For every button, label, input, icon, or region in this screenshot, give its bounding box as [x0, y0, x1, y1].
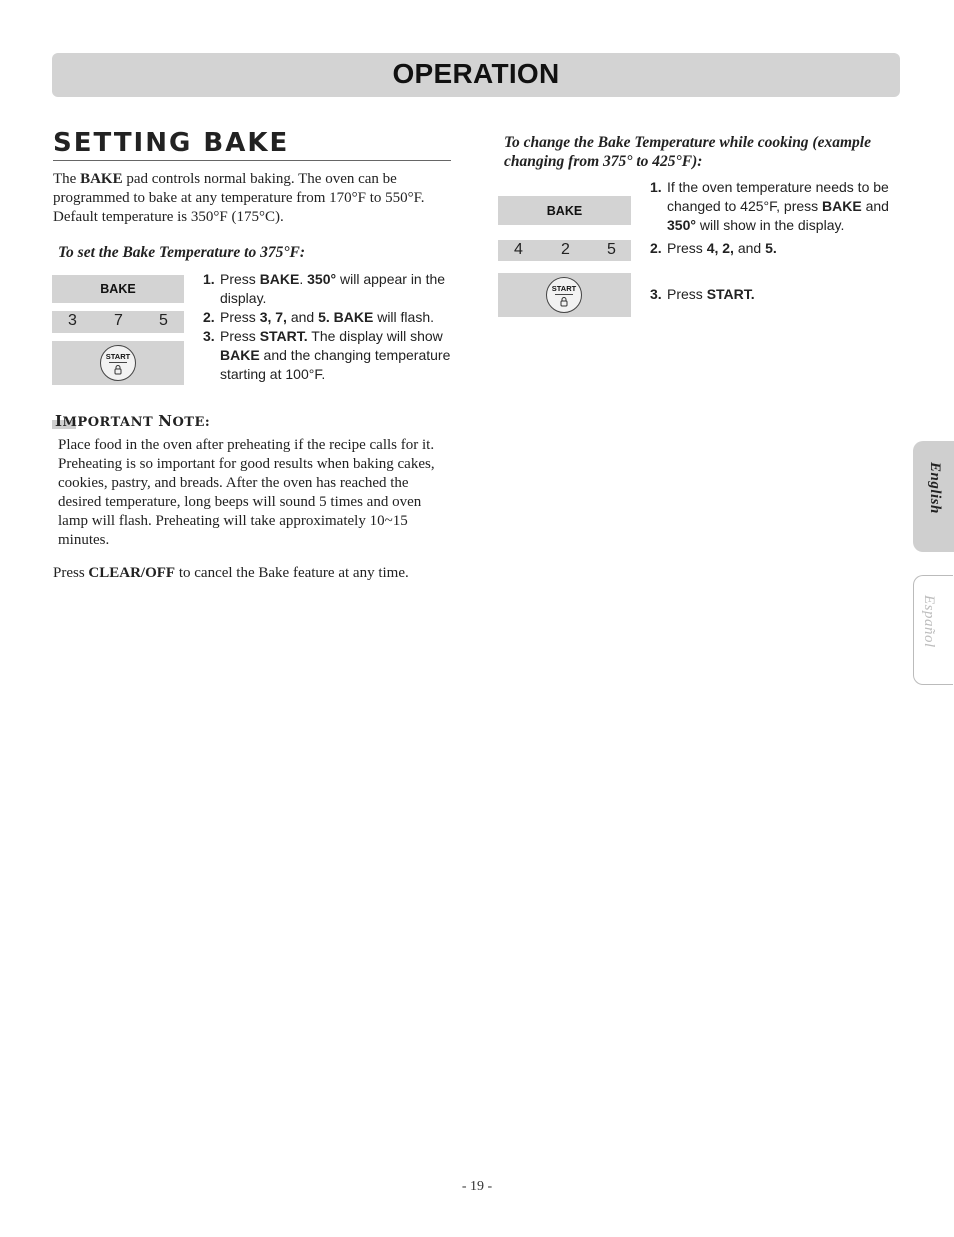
bold-text: 5. BAKE	[318, 309, 374, 325]
section-title: SETTING BAKE	[53, 128, 451, 161]
start-divider	[109, 362, 127, 363]
set-temp-steps	[203, 270, 453, 384]
bold-text: START.	[259, 328, 308, 344]
text-run: Press	[667, 286, 707, 302]
start-label: START	[105, 352, 131, 361]
step-number: 1.	[650, 179, 662, 195]
step-number: 1.	[203, 271, 215, 287]
bold-text: BAKE	[822, 198, 862, 214]
bake-key: BAKE	[52, 275, 184, 303]
header-banner	[52, 53, 900, 97]
text-run: The	[53, 171, 81, 187]
number-keys	[498, 240, 631, 261]
text-run: and	[733, 240, 766, 256]
step-number: 3.	[650, 286, 662, 302]
start-button	[100, 345, 136, 381]
start-key-panel	[52, 341, 184, 385]
lock-icon	[113, 364, 123, 375]
start-label: START	[551, 284, 577, 293]
digit-key: 5	[607, 241, 616, 258]
bold-text: 4, 2,	[706, 240, 734, 256]
text-run: Press	[220, 309, 260, 325]
bold-text: BAKE	[220, 347, 260, 363]
step-item	[650, 239, 900, 258]
text-run: If the oven temperature needs to be changed to 425°F, press	[667, 179, 889, 214]
text-run: will show in the display.	[695, 217, 845, 233]
page-number: - 19 -	[461, 1179, 493, 1194]
bold-text: CLEAR/OFF	[88, 565, 176, 581]
digit-key: 2	[561, 241, 570, 258]
change-temp-steps	[650, 178, 900, 304]
start-key-panel	[498, 273, 631, 317]
bold-text: 350°	[307, 271, 337, 287]
step-item	[203, 327, 453, 384]
text-run: to cancel the Bake feature at any time.	[175, 565, 409, 581]
step-number: 3.	[203, 328, 215, 344]
bold-text: BAKE	[80, 171, 123, 187]
page-title: OPERATION	[392, 58, 560, 89]
bold-text: 3, 7,	[259, 309, 287, 325]
digit-key: 5	[159, 312, 168, 329]
bake-key: BAKE	[498, 196, 631, 225]
text-run: The display will show	[307, 328, 443, 344]
text-run: Press	[667, 240, 707, 256]
step-item	[203, 308, 453, 327]
intro-paragraph	[53, 170, 443, 227]
text-run: Press	[53, 565, 89, 581]
change-temp-heading: To change the Bake Temperature while cooking (example changing from 375° to 425°F):	[504, 134, 871, 170]
start-divider	[555, 294, 573, 295]
bold-text: 350°	[667, 217, 696, 233]
set-temp-heading: To set the Bake Temperature to 375°F:	[58, 244, 306, 261]
text-run: .	[299, 271, 308, 287]
bold-text: BAKE	[259, 271, 300, 287]
step-item	[650, 285, 900, 304]
number-keys	[52, 311, 184, 333]
text-run: will flash.	[373, 309, 434, 325]
text-run: Press	[220, 271, 260, 287]
important-note-title: IMPORTANT NOTE:	[55, 412, 211, 430]
bold-text: START.	[706, 286, 755, 302]
lock-icon	[559, 296, 569, 307]
text-run: Press	[220, 328, 260, 344]
bold-text: 5.	[765, 240, 777, 256]
text-run: will appear in the display.	[220, 271, 446, 306]
clear-off-note	[53, 564, 473, 583]
step-number: 2.	[203, 309, 215, 325]
step-number: 2.	[650, 240, 662, 256]
digit-key: 4	[514, 241, 523, 258]
step-item	[203, 270, 453, 308]
tab-espanol-label[interactable]: Español	[921, 595, 937, 648]
important-note-body: Place food in the oven after preheating if the recipe calls for it. Preheating is so important for good results when baking cakes, cookies, pastry, and breads. After the oven has reached the desired temperature, long beeps will sound 5 times and oven lamp will flash. Preheating will take approximately 10~15 minutes.	[58, 437, 435, 548]
text-run: and	[861, 198, 889, 214]
start-button	[546, 277, 582, 313]
text-run: and the changing temperature starting at 100°F.	[220, 347, 451, 382]
tab-english-label[interactable]: English	[927, 462, 943, 514]
step-item	[650, 178, 900, 235]
text-run: pad controls normal baking. The oven can be programmed to bake at any temperature from 170°F to 550°F. Default temperature is 350°F (175°C).	[53, 171, 425, 225]
digit-key: 3	[68, 312, 77, 329]
digit-key: 7	[114, 312, 123, 329]
text-run: and	[286, 309, 319, 325]
